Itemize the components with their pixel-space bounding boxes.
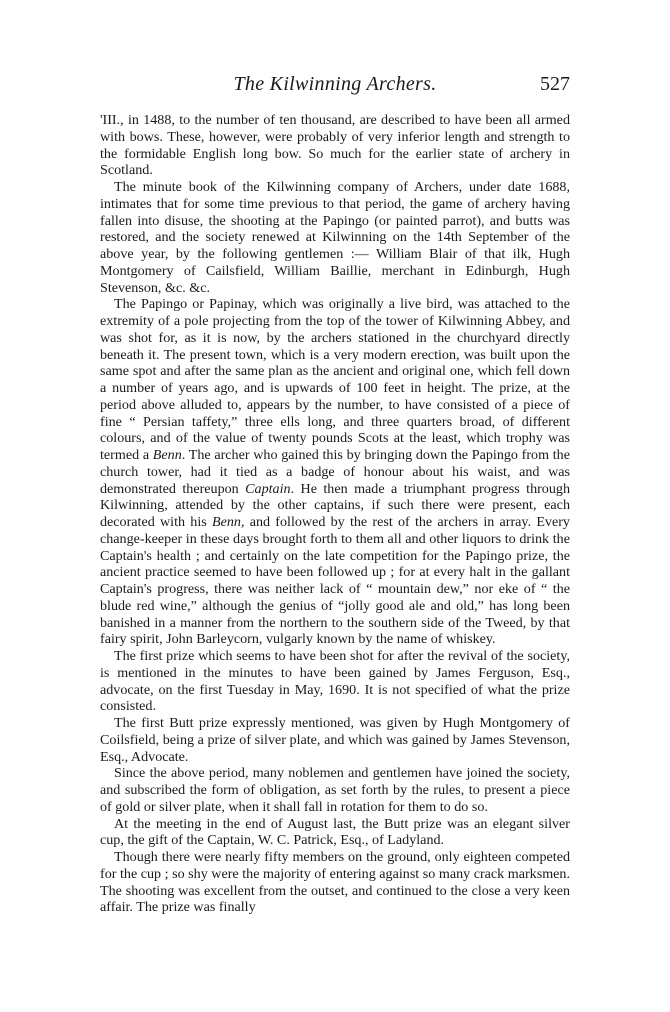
paragraph: The first prize which seems to have been shot for after the revival of the society, is mentioned in the minutes to have been gained by James Ferguson, Esq., advocate, on the first Tuesday in May, 1690. It is not specified of what the prize consisted.	[100, 648, 570, 715]
page-number: 527	[540, 73, 570, 95]
italic-term: Benn	[152, 447, 182, 463]
paragraph: Though there were nearly fifty members on the ground, only eighteen competed for the cup ; so shy were the majority of entering against so many crack marksmen. The shooting was excellent from the outset, and continued to the close a very keen affair. The prize was finally	[100, 849, 570, 916]
paragraph: At the meeting in the end of August last, the Butt prize was an elegant silver cup, the gift of the Captain, W. C. Patrick, Esq., of Ladyland.	[100, 815, 570, 849]
italic-term: Captain	[245, 480, 291, 497]
running-title: The Kilwinning Archers.	[233, 73, 437, 95]
italic-term: Benn,	[211, 514, 245, 530]
paragraph: The minute book of the Kilwinning company of Archers, under date 1688, intimates that for some time previous to that period, the game of archery having fallen into disuse, the shooting at the Papingo (or painted parrot), and butts was restored, and the society renewed at Kilwinning on the 14th September of the above year, by the following gentlemen :— William Blair of that ilk, Hugh Montgomery of Cailsfield, William Baillie, merchant in Edinburgh, Hugh Stevenson, &c. &c.	[100, 179, 570, 296]
page-header	[100, 73, 570, 101]
paragraph: The Papingo or Papinay, which was originally a live bird, was attached to the extremity of a pole projecting from the top of the tower of Kilwinning Abbey, and was shot for, as it is now, by the archers stationed in the churchyard directly beneath it. The present town, which is a very modern erection, was built upon the same spot and after the same plan as the ancient and original one, which fell down a number of years ago, and is upwards of 100 feet in height. The prize, at the period above alluded to, appears by the number, to have consisted of a piece of fine “ Persian taffety,” three ells long, and three quarters broad, of different colours, and of the value of twenty pounds Scots at the least, which trophy was termed a Benn. The archer who gained this by bringing down the Papingo from the church tower, had it tied as a badge of honour about his waist, and was demonstrated thereupon Captain. He then made a triumphant progress through Kilwinning, attended by the other captains, if such there were present, each decorated with his Benn, and followed by the rest of the archers in array. Every change-keeper in these days brought forth to them all and other liquors to drink the Captain's health ; and certainly on the late competition for the Papingo prize, the ancient practice seemed to have been followed up ; for at every halt in the gallant Captain's progress, there was neither lack of “ mountain dew,” nor eke of “ the blude red wine,” although the genius of “jolly good ale and old,” has long been banished in a manner from the northern to the southern side of the Tweed, by that fairy spirit, John Barleycorn, vulgarly known by the name of whiskey.	[100, 296, 570, 648]
paragraph: The first Butt prize expressly mentioned, was given by Hugh Montgomery of Coilsfield, being a prize of silver plate, and which was gained by James Stevenson, Esq., Advocate.	[100, 715, 570, 765]
paragraph: Since the above period, many noblemen and gentlemen have joined the society, and subscribed the form of obligation, as set forth by the rules, to present a piece of gold or silver plate, when it shall fall in rotation for them to do so.	[100, 765, 570, 815]
paragraph: 'III., in 1488, to the number of ten thousand, are described to have been all armed with bows. These, however, were probably of very inferior length and strength to the formidable English long bow. So much for the earlier state of archery in Scotland.	[100, 112, 570, 179]
body-text	[100, 112, 570, 916]
